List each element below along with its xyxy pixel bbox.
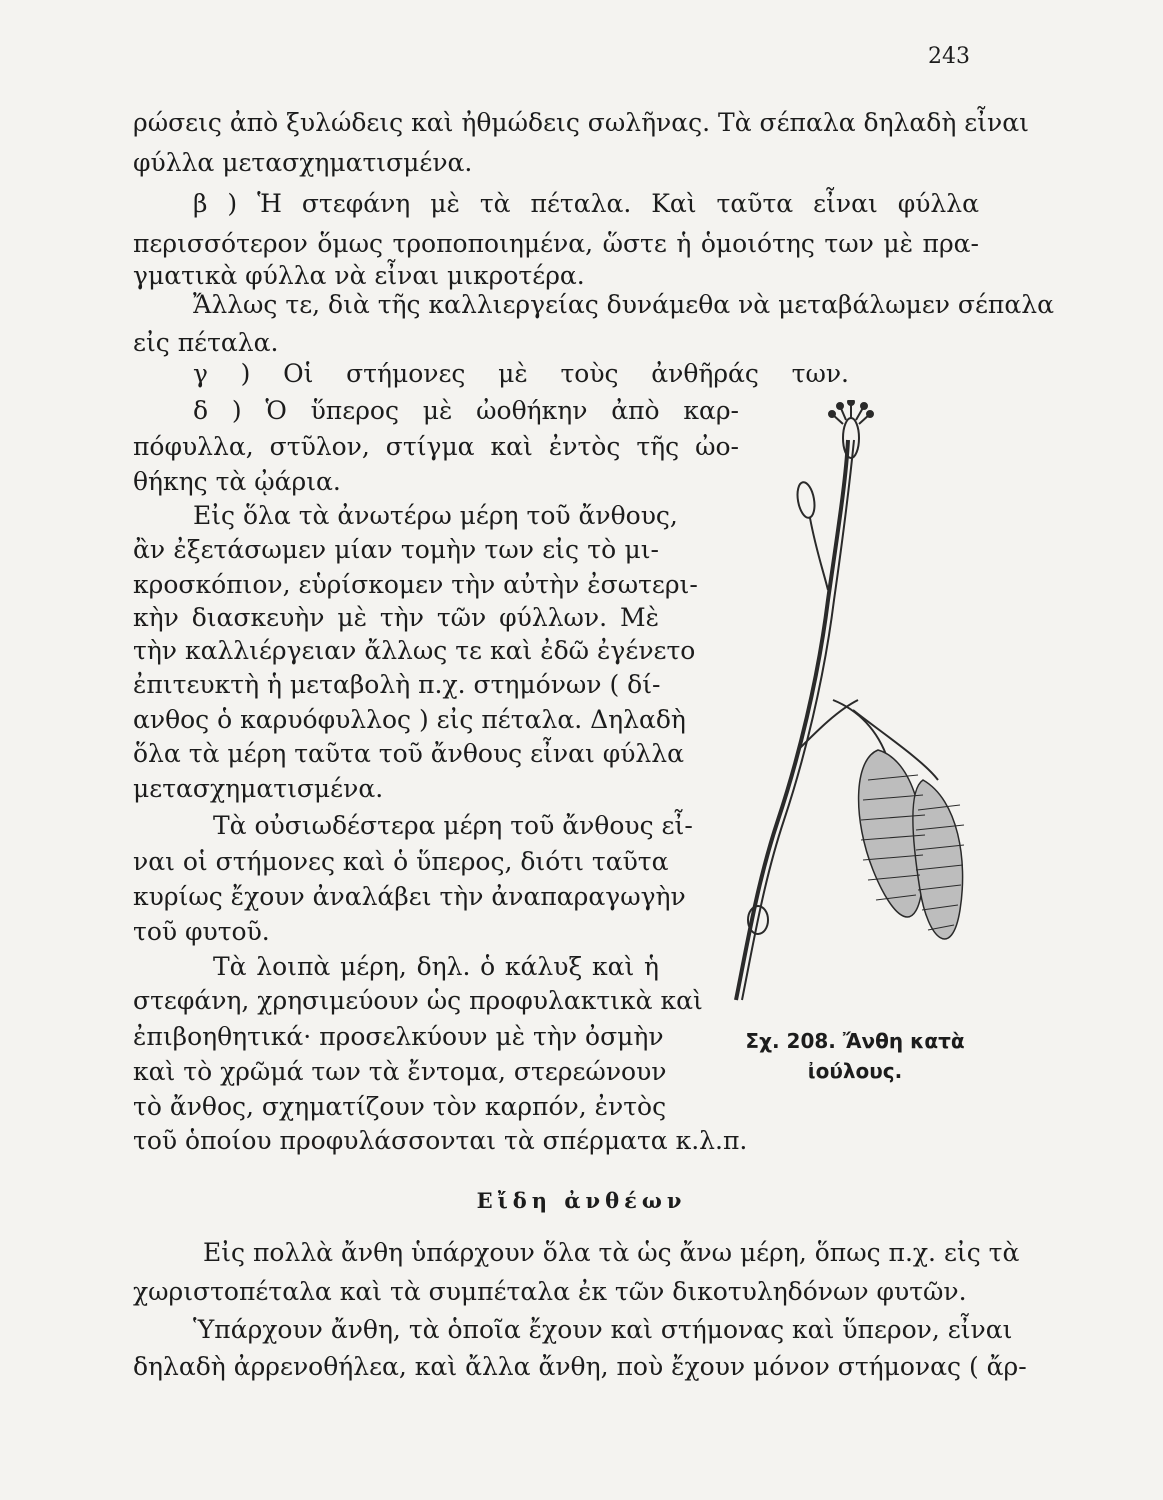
text-line: δηλαδὴ ἀρρενοθήλεα, καὶ ἄλλα ἄνθη, ποὺ ἔχουν μόνον στήμονας ( ἄρ- bbox=[133, 1352, 1027, 1381]
text-line: περισσότερον ὅμως τροποποιημένα, ὥστε ἡ ὁμοιότης των μὲ πρα- bbox=[133, 229, 979, 258]
text-line: κὴν διασκευὴν μὲ τὴν τῶν φύλλων. Μὲ bbox=[133, 603, 659, 632]
text-line: Ἄλλως τε, διὰ τῆς καλλιεργείας δυνάμεθα νὰ μεταβάλωμεν σέπαλα bbox=[193, 290, 1054, 319]
text-line: Εἰς πολλὰ ἄνθη ὑπάρχουν ὅλα τὰ ὡς ἄνω μέρη, ὅπως π.χ. εἰς τὰ bbox=[203, 1238, 1020, 1267]
text-line: φύλλα μετασχηματισμένα. bbox=[133, 148, 473, 177]
text-line: δ ) Ὁ ὕπερος μὲ ὠοθήκην ἀπὸ καρ- bbox=[193, 396, 739, 425]
text-line: εἰς πέταλα. bbox=[133, 328, 279, 357]
caption-line: ἰούλους. bbox=[807, 1059, 903, 1083]
text-line: ναι οἱ στήμονες καὶ ὁ ὕπερος, διότι ταῦτα bbox=[133, 847, 669, 876]
text-line: β ) Ἡ στεφάνη μὲ τὰ πέταλα. Καὶ ταῦτα εἶναι φύλλα bbox=[193, 189, 979, 218]
page-number: 243 bbox=[928, 44, 970, 69]
text-line: τοῦ ὁποίου προφυλάσσονται τὰ σπέρματα κ.λ.π. bbox=[133, 1126, 748, 1155]
figure-caption bbox=[720, 1026, 990, 1086]
text-line: ἐπιτευκτὴ ἡ μεταβολὴ π.χ. στημόνων ( δί- bbox=[133, 670, 661, 699]
text-line: ὅλα τὰ μέρη ταῦτα τοῦ ἄνθους εἶναι φύλλα bbox=[133, 739, 684, 768]
text-line: τοῦ φυτοῦ. bbox=[133, 917, 270, 946]
text-line: τὸ ἄνθος, σχηματίζουν τὸν καρπόν, ἐντὸς bbox=[133, 1092, 667, 1121]
text-line: ἂν ἐξετάσωμεν μίαν τομὴν των εἰς τὸ μι- bbox=[133, 535, 659, 564]
text-line: κυρίως ἔχουν ἀναλάβει τὴν ἀναπαραγωγὴν bbox=[133, 882, 686, 911]
text-line: θήκης τὰ ᾠάρια. bbox=[133, 467, 341, 496]
catkins-illustration bbox=[728, 400, 998, 1020]
section-heading: Εἴδη ἀνθέων bbox=[476, 1188, 687, 1213]
text-line: πόφυλλα, στῦλον, στίγμα καὶ ἐντὸς τῆς ὠο- bbox=[133, 432, 739, 461]
text-line: μετασχηματισμένα. bbox=[133, 774, 384, 803]
text-line: στεφάνη, χρησιμεύουν ὡς προφυλακτικὰ καὶ bbox=[133, 986, 703, 1015]
text-line: γματικὰ φύλλα νὰ εἶναι μικροτέρα. bbox=[133, 261, 585, 290]
text-line: κροσκόπιον, εὑρίσκομεν τὴν αὐτὴν ἐσωτερι- bbox=[133, 570, 698, 599]
text-line: ρώσεις ἀπὸ ξυλώδεις καὶ ἠθμώδεις σωλῆνας. Τὰ σέπαλα δηλαδὴ εἶναι bbox=[133, 108, 1029, 137]
text-line: καὶ τὸ χρῶμά των τὰ ἔντομα, στερεώνουν bbox=[133, 1057, 667, 1086]
text-line: Ὑπάρχουν ἄνθη, τὰ ὁποῖα ἔχουν καὶ στήμονας καὶ ὕπερον, εἶναι bbox=[193, 1315, 1013, 1344]
text-line: ἐπιβοηθητικά· προσελκύουν μὲ τὴν ὀσμὴν bbox=[133, 1022, 664, 1051]
text-line: Εἰς ὅλα τὰ ἀνωτέρω μέρη τοῦ ἄνθους, bbox=[193, 501, 678, 530]
text-line: ανθος ὁ καρυόφυλλος ) εἰς πέταλα. Δηλαδὴ bbox=[133, 705, 686, 734]
text-line: χωριστοπέταλα καὶ τὰ συμπέταλα ἐκ τῶν δικοτυληδόνων φυτῶν. bbox=[133, 1277, 967, 1306]
text-line: Τὰ λοιπὰ μέρη, δηλ. ὁ κάλυξ καὶ ἡ bbox=[213, 952, 659, 981]
text-line: γ ) Οἱ στήμονες μὲ τοὺς ἀνθῆράς των. bbox=[193, 359, 849, 388]
text-line: τὴν καλλιέργειαν ἄλλως τε καὶ ἐδῶ ἐγένετο bbox=[133, 636, 696, 665]
caption-line: Σχ. 208. Ἄνθη κατὰ bbox=[745, 1029, 965, 1053]
text-line: Τὰ οὐσιωδέστερα μέρη τοῦ ἄνθους εἶ- bbox=[213, 811, 693, 840]
